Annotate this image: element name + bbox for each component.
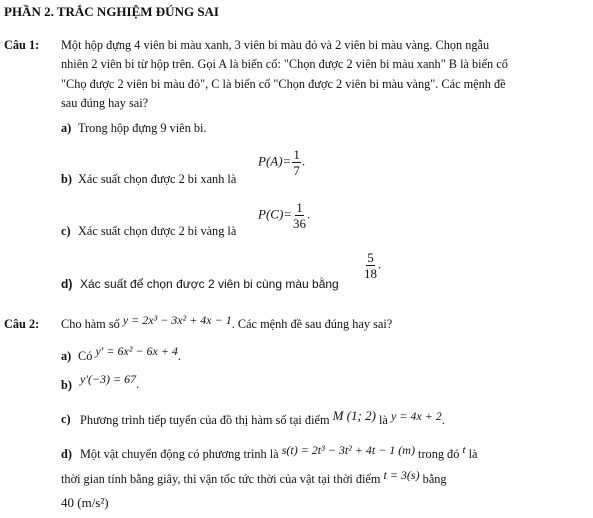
option-text-end: bằng: [422, 472, 447, 486]
derivative-formula: y′ = 6x² − 6x + 4: [95, 344, 178, 358]
question-2-intro: [61, 313, 393, 332]
q2-option-c-text: [80, 408, 445, 428]
point-formula: M (1; 2): [332, 408, 376, 423]
question-1-line-1: Một hộp đựng 4 viên bi màu xanh, 3 viên bi màu đỏ và 2 viên bi màu vàng. Chọn ngẫu: [61, 38, 490, 52]
formula-period: .: [307, 206, 311, 222]
option-text-2: trong đó: [418, 447, 460, 461]
option-c-text: Xác suất chọn được 2 bi vàng là: [78, 224, 237, 238]
velocity-answer: 40 (m/s²): [61, 495, 109, 510]
option-d-text: Xác suất để chọn được 2 viên bi cùng màu bằng: [80, 277, 339, 291]
formula-period: .: [177, 349, 182, 363]
fraction-denominator: 18: [364, 266, 377, 281]
fraction-numerator: 1: [296, 200, 303, 215]
option-b-text: Xác suất chọn được 2 bi xanh là: [78, 172, 237, 186]
formula-p-a: P(A)=: [258, 153, 292, 169]
formula-period: .: [441, 413, 445, 427]
derivative-value-formula: y′(−3) = 67: [80, 372, 137, 386]
function-formula: y = 2x³ − 3x² + 4x − 1: [122, 313, 232, 327]
fraction-numerator: 5: [367, 250, 374, 265]
formula-period: .: [136, 377, 140, 391]
q2-option-b-label: b): [61, 378, 72, 392]
option-b-label: b): [61, 172, 72, 186]
option-text: thời gian tính bằng giây, thì vận tốc tức thời của vật tại thời điểm: [61, 472, 381, 486]
intro-text: Cho hàm số: [61, 317, 120, 331]
formula-period: .: [378, 256, 382, 272]
section-heading: PHẦN 2. TRẮC NGHIỆM ĐÚNG SAI: [4, 4, 219, 19]
option-b-formula: [258, 148, 305, 177]
tangent-line-formula: y = 4x + 2: [390, 409, 442, 423]
fraction-denominator: 7: [293, 163, 300, 178]
q2-option-a-label: a): [61, 349, 72, 363]
option-c-formula: [258, 201, 310, 230]
option-a-label: a): [61, 121, 72, 135]
intro-text-end: . Các mệnh đề sau đúng hay sai?: [231, 317, 393, 331]
option-text-mid: là: [379, 413, 388, 427]
option-text: Phương trình tiếp tuyến của đồ thị hàm số tại điểm: [80, 413, 330, 427]
question-1-label: Câu 1:: [4, 38, 40, 52]
q2-option-a-text: [78, 344, 182, 363]
q2-option-d-label: d): [61, 447, 72, 461]
fraction-denominator: 36: [293, 216, 307, 231]
q2-option-d-line-1: [80, 443, 478, 462]
option-c-label: c): [61, 224, 71, 238]
formula-period: .: [301, 153, 306, 169]
question-1-line-3: "Chọ được 2 viên bi màu đỏ", C là biến cố "Chọn được 2 viên bi màu vàng". Các mệnh đề: [61, 77, 506, 91]
question-2-label: Câu 2:: [4, 317, 40, 331]
question-1-line-2: nhiên 2 viên bi từ hộp trên. Gọi A là biến cố: "Chọn được 2 viên bi màu xanh" B là biến cố: [61, 57, 508, 71]
question-1-line-4: sau đúng hay sai?: [61, 96, 149, 110]
time-value: t = 3(s): [383, 468, 420, 482]
option-d-label: d): [61, 277, 73, 291]
option-text: Một vật chuyển động có phương trình là: [80, 447, 279, 461]
motion-equation: s(t) = 2t³ − 3t² + 4t − 1 (m): [281, 443, 415, 457]
formula-p-c: P(C)=: [258, 206, 293, 222]
q2-option-d-line-2: [61, 468, 447, 487]
q2-option-c-label: c): [61, 412, 71, 426]
fraction-numerator: 1: [293, 147, 300, 162]
option-d-formula: [363, 251, 381, 280]
option-text: Có: [78, 349, 93, 363]
time-variable: t: [462, 444, 466, 456]
q2-option-b-text: [80, 372, 140, 391]
option-text-3: là: [468, 447, 478, 461]
option-a-text: Trong hộp đựng 9 viên bi.: [78, 121, 207, 135]
